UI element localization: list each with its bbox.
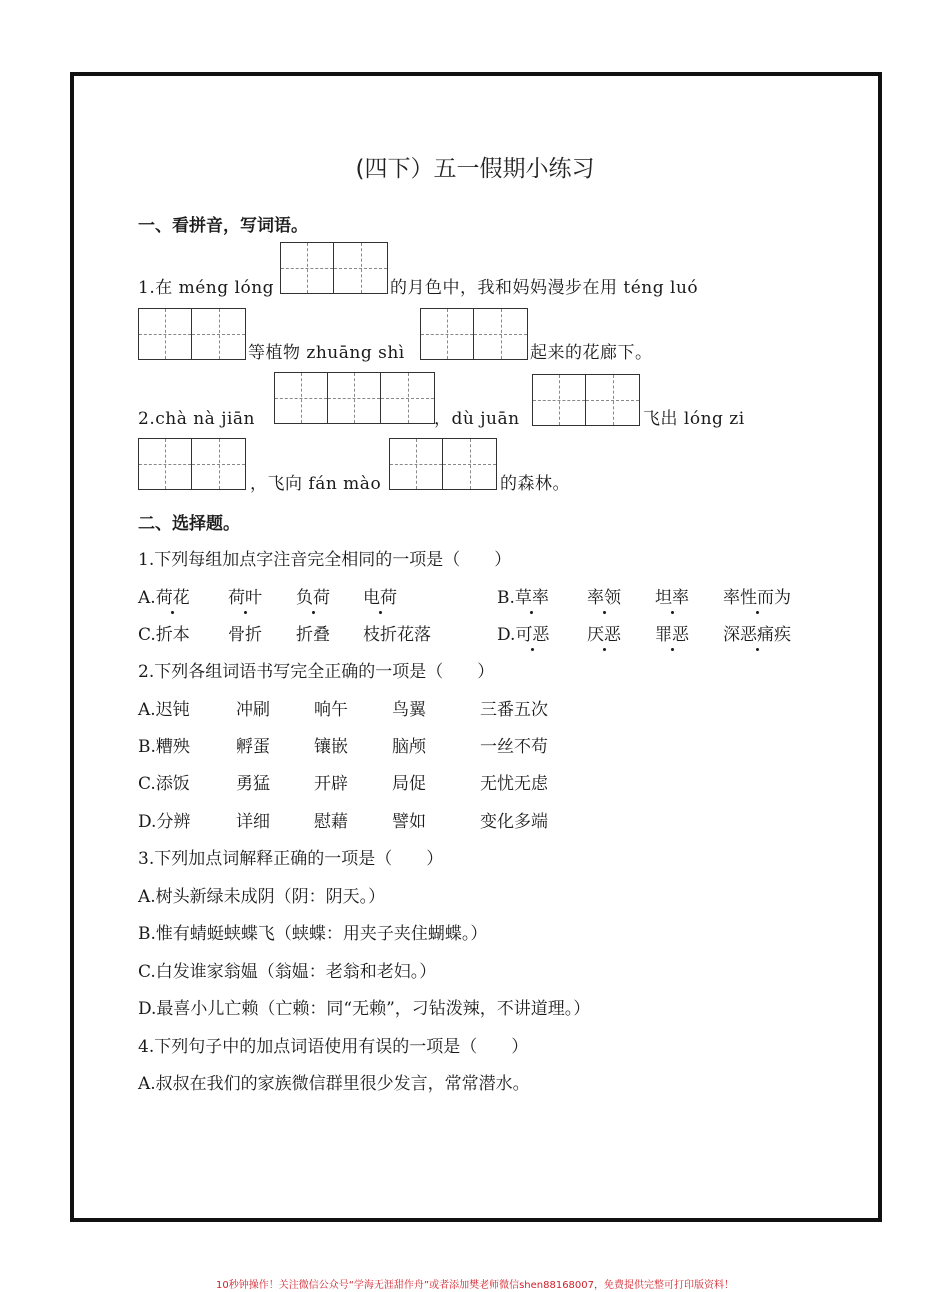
- q1-text-c: 等植物 zhuāng shì: [248, 343, 405, 363]
- mc2-b-item: 镶嵌: [314, 737, 348, 757]
- mc1-option-d[interactable]: D.可恶: [497, 625, 550, 645]
- mc2-b-item: 脑颅: [392, 737, 426, 757]
- answer-boxes-fanmao[interactable]: [389, 438, 497, 490]
- mc2-d-item: 譬如: [392, 812, 426, 832]
- mc3-option-d[interactable]: D.最喜小儿亡赖（亡赖：同“无赖”，刁钻泼辣，不讲道理。）: [138, 999, 591, 1019]
- mc1-a-item: 电荷: [363, 588, 397, 608]
- mc2-a-item: 冲刷: [236, 700, 270, 720]
- mc2-option-b[interactable]: B.糟殃: [138, 737, 190, 757]
- mc2-c-item: 开辟: [314, 774, 348, 794]
- q2-text-a: 2.chà nà jiān: [138, 409, 256, 429]
- mc2-option-d[interactable]: D.分辨: [138, 812, 191, 832]
- mc2-c-item: 局促: [392, 774, 426, 794]
- q2-text-c: 飞出 lóng zi: [643, 409, 745, 429]
- mc3-option-c[interactable]: C.白发谁家翁媪（翁媪：老翁和老妇。）: [138, 962, 437, 982]
- q2-text-e: 的森林。: [500, 474, 570, 494]
- section2-heading: 二、选择题。: [138, 514, 240, 534]
- mc2-b-item: 一丝不苟: [480, 737, 548, 757]
- mc1-a-item: 荷叶: [228, 588, 262, 608]
- mc1-option-b[interactable]: B.草率: [497, 588, 549, 608]
- mc2-c-item: 无忧无虑: [480, 774, 548, 794]
- q1-text-a: 1.在 méng lóng: [138, 278, 275, 298]
- mc4-stem: 4.下列句子中的加点词语使用有误的一项是（ ）: [138, 1037, 529, 1057]
- mc2-a-item: 三番五次: [480, 700, 548, 720]
- mc2-d-item: 慰藉: [314, 812, 348, 832]
- mc2-a-item: 响午: [314, 700, 348, 720]
- answer-boxes-chanajian[interactable]: [274, 372, 435, 424]
- mc1-option-a[interactable]: A.荷花: [138, 588, 190, 608]
- mc2-b-item: 孵蛋: [236, 737, 270, 757]
- mc1-stem: 1.下列每组加点字注音完全相同的一项是（ ）: [138, 550, 512, 570]
- mc2-a-item: 鸟翼: [392, 700, 426, 720]
- mc4-option-a[interactable]: A.叔叔在我们的家族微信群里很少发言，常常潜水。: [138, 1074, 530, 1094]
- mc1-b-item: 率领: [587, 588, 621, 608]
- mc2-c-item: 勇猛: [236, 774, 270, 794]
- mc1-c-item: 枝折花落: [363, 625, 431, 645]
- mc2-option-c[interactable]: C.添饭: [138, 774, 190, 794]
- mc2-d-item: 详细: [236, 812, 270, 832]
- page-title: (四下）五一假期小练习: [355, 156, 595, 182]
- mc1-a-item: 负荷: [296, 588, 330, 608]
- mc2-d-item: 变化多端: [480, 812, 548, 832]
- answer-boxes-longzi[interactable]: [138, 438, 246, 490]
- q2-text-d: ，飞向 fán mào: [250, 474, 382, 494]
- q1-text-b: 的月色中，我和妈妈漫步在用 téng luó: [390, 278, 699, 298]
- mc3-option-a[interactable]: A.树头新绿未成阴（阴：阴天。）: [138, 887, 386, 907]
- mc2-option-a[interactable]: A.迟钝: [138, 700, 190, 720]
- q1-text-d: 起来的花廊下。: [530, 343, 653, 363]
- mc1-d-item: 罪恶: [655, 625, 689, 645]
- footer-note: 10秒钟操作！关注微信公众号“学海无涯甜作舟”或者添加樊老师微信shen88168007，免费提供完整可打印版资料！: [215, 1280, 735, 1291]
- mc1-c-item: 骨折: [228, 625, 262, 645]
- answer-boxes-menglong[interactable]: [280, 242, 388, 294]
- section1-heading: 一、看拼音，写词语。: [138, 216, 308, 236]
- mc1-d-item: 厌恶: [587, 625, 621, 645]
- answer-boxes-tengluo[interactable]: [138, 308, 246, 360]
- mc1-option-c[interactable]: C.折本: [138, 625, 190, 645]
- q2-text-b: ，dù juān: [434, 409, 520, 429]
- answer-boxes-zhuangshi[interactable]: [420, 308, 528, 360]
- mc2-stem: 2.下列各组词语书写完全正确的一项是（ ）: [138, 662, 495, 682]
- mc1-b-item: 率性而为: [723, 588, 791, 608]
- answer-boxes-dujuan[interactable]: [532, 374, 640, 426]
- mc3-stem: 3.下列加点词解释正确的一项是（ ）: [138, 849, 444, 869]
- mc1-d-item: 深恶痛疾: [723, 625, 791, 645]
- mc1-c-item: 折叠: [296, 625, 330, 645]
- mc1-b-item: 坦率: [655, 588, 689, 608]
- mc3-option-b[interactable]: B.惟有蜻蜓蛱蝶飞（蛱蝶：用夹子夹住蝴蝶。）: [138, 924, 488, 944]
